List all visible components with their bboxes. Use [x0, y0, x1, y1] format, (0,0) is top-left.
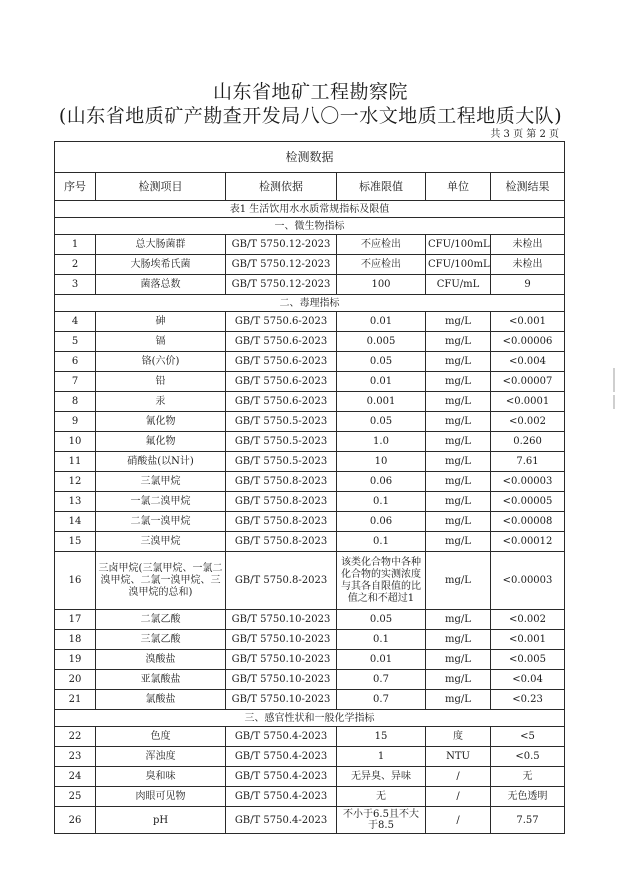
row-method: GB/T 5750.6-2023 [226, 312, 337, 332]
row-method: GB/T 5750.4-2023 [226, 747, 337, 767]
row-unit: CFU/100mL [426, 235, 491, 255]
row-result: <0.00007 [491, 372, 565, 392]
column-header-item: 检测项目 [96, 173, 226, 201]
row-method: GB/T 5750.4-2023 [226, 787, 337, 807]
row-method: GB/T 5750.8-2023 [226, 492, 337, 512]
row-result: <0.00008 [491, 512, 565, 532]
row-method: GB/T 5750.5-2023 [226, 412, 337, 432]
row-item: pH [96, 807, 226, 834]
row-method: GB/T 5750.12-2023 [226, 275, 337, 295]
row-result: 未检出 [491, 235, 565, 255]
row-item: 三氯乙酸 [96, 630, 226, 650]
row-unit: mg/L [426, 312, 491, 332]
row-item: 一氯二溴甲烷 [96, 492, 226, 512]
table-row [55, 747, 565, 767]
row-method: GB/T 5750.12-2023 [226, 235, 337, 255]
row-item: 铬(六价) [96, 352, 226, 372]
row-method: GB/T 5750.8-2023 [226, 552, 337, 610]
row-item: 亚氯酸盐 [96, 670, 226, 690]
row-method: GB/T 5750.4-2023 [226, 807, 337, 834]
row-limit: 无 [337, 787, 426, 807]
row-no: 14 [55, 512, 96, 532]
row-no: 10 [55, 432, 96, 452]
row-unit: mg/L [426, 452, 491, 472]
row-result: <0.5 [491, 747, 565, 767]
row-item: 三溴甲烷 [96, 532, 226, 552]
table-banner-row [55, 142, 565, 173]
row-unit: mg/L [426, 492, 491, 512]
row-method: GB/T 5750.6-2023 [226, 372, 337, 392]
row-no: 20 [55, 670, 96, 690]
column-header-result: 检测结果 [491, 173, 565, 201]
table-row [55, 690, 565, 710]
row-item: 大肠埃希氏菌 [96, 255, 226, 275]
row-limit: 0.06 [337, 512, 426, 532]
section-header-row [55, 295, 565, 312]
row-item: 氰化物 [96, 412, 226, 432]
table-row [55, 512, 565, 532]
row-method: GB/T 5750.8-2023 [226, 512, 337, 532]
row-item: 色度 [96, 727, 226, 747]
row-result: <0.005 [491, 650, 565, 670]
table-row [55, 235, 565, 255]
row-item: 镉 [96, 332, 226, 352]
row-item: 二氯一溴甲烷 [96, 512, 226, 532]
column-header-no: 序号 [55, 173, 96, 201]
column-header-unit: 单位 [426, 173, 491, 201]
row-limit: 0.7 [337, 690, 426, 710]
row-method: GB/T 5750.12-2023 [226, 255, 337, 275]
row-limit: 不小于6.5且不大于8.5 [337, 807, 426, 834]
table-row [55, 787, 565, 807]
row-method: GB/T 5750.4-2023 [226, 767, 337, 787]
row-no: 25 [55, 787, 96, 807]
row-unit: NTU [426, 747, 491, 767]
row-item: 硝酸盐(以N计) [96, 452, 226, 472]
row-result: 无色透明 [491, 787, 565, 807]
row-item: 砷 [96, 312, 226, 332]
row-no: 3 [55, 275, 96, 295]
table-row [55, 532, 565, 552]
row-no: 24 [55, 767, 96, 787]
row-item: 臭和味 [96, 767, 226, 787]
row-no: 6 [55, 352, 96, 372]
row-result: <0.00006 [491, 332, 565, 352]
table-row [55, 807, 565, 834]
table-row [55, 412, 565, 432]
row-limit: 不应检出 [337, 235, 426, 255]
row-no: 26 [55, 807, 96, 834]
row-unit: 度 [426, 727, 491, 747]
row-result: <5 [491, 727, 565, 747]
row-unit: mg/L [426, 532, 491, 552]
row-item: 总大肠菌群 [96, 235, 226, 255]
row-result: 7.57 [491, 807, 565, 834]
table-row [55, 670, 565, 690]
row-unit: / [426, 767, 491, 787]
row-method: GB/T 5750.8-2023 [226, 532, 337, 552]
row-result: <0.04 [491, 670, 565, 690]
row-no: 7 [55, 372, 96, 392]
table-banner: 检测数据 [55, 142, 565, 173]
row-unit: mg/L [426, 412, 491, 432]
row-method: GB/T 5750.10-2023 [226, 650, 337, 670]
table-row [55, 392, 565, 412]
column-header-limit: 标准限值 [337, 173, 426, 201]
row-item: 氟化物 [96, 432, 226, 452]
table-row [55, 332, 565, 352]
row-method: GB/T 5750.4-2023 [226, 727, 337, 747]
table-row [55, 472, 565, 492]
table-row [55, 352, 565, 372]
row-unit: mg/L [426, 650, 491, 670]
row-unit: mg/L [426, 372, 491, 392]
row-limit: 10 [337, 452, 426, 472]
table-row [55, 432, 565, 452]
row-unit: mg/L [426, 670, 491, 690]
column-header-method: 检测依据 [226, 173, 337, 201]
row-unit: mg/L [426, 332, 491, 352]
row-result: <0.002 [491, 412, 565, 432]
report-subtitle: (山东省地质矿产勘查开发局八〇一水文地质工程地质大队) [58, 105, 563, 127]
table-caption: 表1 生活饮用水水质常规指标及限值 [55, 201, 565, 218]
row-limit: 100 [337, 275, 426, 295]
row-unit: / [426, 787, 491, 807]
row-item: 三卤甲烷(三氯甲烷、一氯二溴甲烷、二氯一溴甲烷、三溴甲烷的总和) [96, 552, 226, 610]
row-result: <0.004 [491, 352, 565, 372]
row-result: <0.00003 [491, 552, 565, 610]
row-item: 菌落总数 [96, 275, 226, 295]
row-no: 8 [55, 392, 96, 412]
row-limit: 0.005 [337, 332, 426, 352]
row-result: <0.001 [491, 630, 565, 650]
scan-margin-mark [613, 368, 615, 392]
row-method: GB/T 5750.10-2023 [226, 630, 337, 650]
row-no: 17 [55, 610, 96, 630]
row-unit: CFU/100mL [426, 255, 491, 275]
row-method: GB/T 5750.10-2023 [226, 690, 337, 710]
row-result: 9 [491, 275, 565, 295]
row-no: 12 [55, 472, 96, 492]
row-method: GB/T 5750.10-2023 [226, 610, 337, 630]
row-unit: mg/L [426, 552, 491, 610]
row-limit: 0.001 [337, 392, 426, 412]
row-limit: 该类化合物中各种化合物的实测浓度与其各自限值的比值之和不超过1 [337, 552, 426, 610]
row-result: <0.00003 [491, 472, 565, 492]
row-limit: 0.06 [337, 472, 426, 492]
row-method: GB/T 5750.6-2023 [226, 352, 337, 372]
row-limit: 0.01 [337, 650, 426, 670]
section-header-row [55, 218, 565, 235]
row-method: GB/T 5750.5-2023 [226, 452, 337, 472]
row-item: 汞 [96, 392, 226, 412]
table-caption-row [55, 201, 565, 218]
row-result: <0.00012 [491, 532, 565, 552]
section-header-row [55, 710, 565, 727]
section-title: 三、感官性状和一般化学指标 [55, 710, 565, 727]
row-result: 未检出 [491, 255, 565, 275]
table-row [55, 452, 565, 472]
row-limit: 1.0 [337, 432, 426, 452]
row-method: GB/T 5750.8-2023 [226, 472, 337, 492]
row-item: 三氯甲烷 [96, 472, 226, 492]
row-limit: 0.05 [337, 352, 426, 372]
row-limit: 15 [337, 727, 426, 747]
row-unit: mg/L [426, 392, 491, 412]
row-limit: 1 [337, 747, 426, 767]
row-unit: / [426, 807, 491, 834]
row-limit: 不应检出 [337, 255, 426, 275]
row-unit: CFU/mL [426, 275, 491, 295]
section-title: 一、微生物指标 [55, 218, 565, 235]
row-unit: mg/L [426, 352, 491, 372]
table-row [55, 630, 565, 650]
row-no: 9 [55, 412, 96, 432]
table-row [55, 552, 565, 610]
row-item: 二氯乙酸 [96, 610, 226, 630]
table-row [55, 275, 565, 295]
row-limit: 0.1 [337, 532, 426, 552]
row-item: 溴酸盐 [96, 650, 226, 670]
page-info: 共 3 页 第 2 页 [490, 129, 559, 140]
row-no: 1 [55, 235, 96, 255]
row-no: 18 [55, 630, 96, 650]
row-item: 浑浊度 [96, 747, 226, 767]
row-result: <0.23 [491, 690, 565, 710]
row-limit: 0.01 [337, 372, 426, 392]
row-result: 无 [491, 767, 565, 787]
table-row [55, 767, 565, 787]
row-limit: 0.01 [337, 312, 426, 332]
row-result: 0.260 [491, 432, 565, 452]
row-result: <0.0001 [491, 392, 565, 412]
row-limit: 无异臭、异味 [337, 767, 426, 787]
row-no: 21 [55, 690, 96, 710]
row-no: 13 [55, 492, 96, 512]
table-row [55, 255, 565, 275]
table-row [55, 650, 565, 670]
table-row [55, 727, 565, 747]
row-limit: 0.05 [337, 412, 426, 432]
row-result: <0.002 [491, 610, 565, 630]
row-unit: mg/L [426, 690, 491, 710]
report-title: 山东省地矿工程勘察院 [212, 81, 408, 103]
row-result: 7.61 [491, 452, 565, 472]
table-header-row [55, 173, 565, 201]
row-unit: mg/L [426, 610, 491, 630]
row-limit: 0.1 [337, 492, 426, 512]
row-no: 16 [55, 552, 96, 610]
row-method: GB/T 5750.10-2023 [226, 670, 337, 690]
table-row [55, 492, 565, 512]
results-table-body [55, 142, 565, 834]
row-limit: 0.1 [337, 630, 426, 650]
row-unit: mg/L [426, 472, 491, 492]
row-result: <0.00005 [491, 492, 565, 512]
row-no: 11 [55, 452, 96, 472]
row-no: 19 [55, 650, 96, 670]
row-unit: mg/L [426, 432, 491, 452]
row-no: 23 [55, 747, 96, 767]
row-method: GB/T 5750.6-2023 [226, 392, 337, 412]
row-item: 氯酸盐 [96, 690, 226, 710]
row-limit: 0.05 [337, 610, 426, 630]
row-unit: mg/L [426, 630, 491, 650]
section-title: 二、毒理指标 [55, 295, 565, 312]
table-row [55, 610, 565, 630]
row-no: 2 [55, 255, 96, 275]
row-no: 15 [55, 532, 96, 552]
row-result: <0.001 [491, 312, 565, 332]
row-item: 铅 [96, 372, 226, 392]
row-method: GB/T 5750.5-2023 [226, 432, 337, 452]
table-row [55, 372, 565, 392]
table-row [55, 312, 565, 332]
row-item: 肉眼可见物 [96, 787, 226, 807]
row-unit: mg/L [426, 512, 491, 532]
row-limit: 0.7 [337, 670, 426, 690]
scan-margin-mark [613, 395, 615, 409]
row-no: 5 [55, 332, 96, 352]
row-no: 22 [55, 727, 96, 747]
row-method: GB/T 5750.6-2023 [226, 332, 337, 352]
results-table [54, 141, 565, 834]
row-no: 4 [55, 312, 96, 332]
